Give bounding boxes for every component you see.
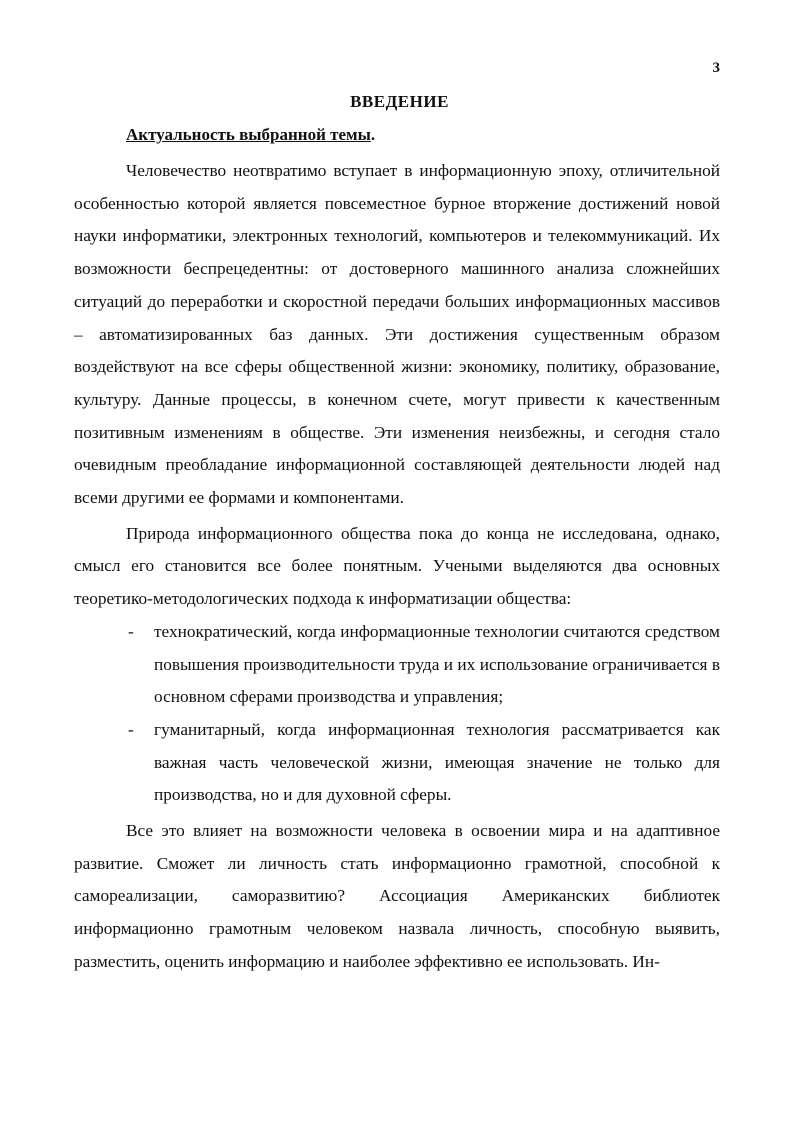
list-dash: - xyxy=(128,719,134,739)
section-title: ВВЕДЕНИЕ xyxy=(350,92,449,111)
subtitle-period: . xyxy=(370,125,376,144)
list-item-text: гуманитарный, когда информационная технология рассматривается как важная часть человеческой жизни, имеющая значение не только для производства, но и для духовной сферы. xyxy=(154,719,720,805)
list-dash: - xyxy=(128,621,134,641)
subtitle-text: Актуальность выбранной темы xyxy=(126,125,371,144)
list-item xyxy=(128,714,720,812)
paragraph-intro: Человечество неотвратимо вступает в информационную эпоху, отличительной особенностью которой является повсеместное бурное вторжение достижений новой науки информатики, электронных технологий, компьютеров и телекоммуникаций. Их возможности беспрецедентны: от достоверного машинного анализа сложнейших ситуаций до переработки и скоростной передачи больших информационных массивов – автоматизированных баз данных. Эти достижения существенным образом воздействуют на все сферы общественной жизни: экономику, политику, образование, культуру. Данные процессы, в конечном счете, могут привести к качественным позитивным изменениям в обществе. Эти изменения неизбежны, и сегодня стало очевидным преобладание информационной составляющей деятельности людей над всеми другими ее формами и компонентами. xyxy=(74,161,720,508)
section-subtitle xyxy=(126,125,375,145)
list-item xyxy=(128,616,720,714)
approaches-list xyxy=(74,616,720,812)
list-item-text: технократический, когда информационные технологии считаются средством повышения производительности труда и их использование ограничивается в основном сферами производства и управления; xyxy=(154,621,720,707)
page-number: 3 xyxy=(712,60,720,76)
body-text xyxy=(74,155,720,979)
paragraph-closing: Все это влияет на возможности человека в освоении мира и на адаптивное развитие. Сможет ли личность стать информационно грамотной, способной к самореализации, саморазвитию? Ассоциация Американских библиотек информационно грамотным человеком назвала личность, способную выявить, разместить, оценить информацию и наиболее эффективно ее использовать. Ин- xyxy=(74,821,720,971)
paragraph-approaches: Природа информационного общества пока до конца не исследована, однако, смысл его становится все более понятным. Учеными выделяются два основных теоретико-методологических подхода к информатизации общества: xyxy=(74,523,720,609)
